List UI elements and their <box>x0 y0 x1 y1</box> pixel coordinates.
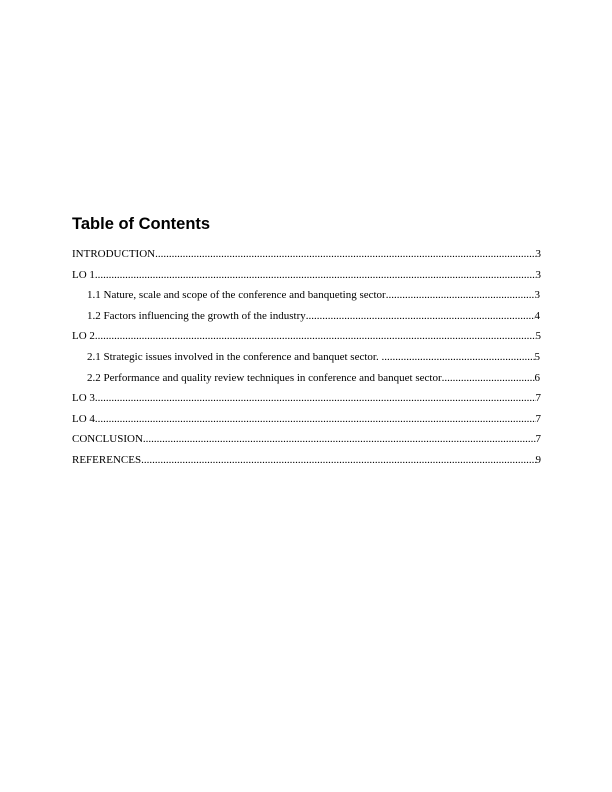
toc-entry-label: 1.1 Nature, scale and scope of the conference and banqueting sector <box>87 289 386 302</box>
toc-entry-label: INTRODUCTION <box>72 248 156 260</box>
toc-entry-page-number: 5 <box>534 350 540 363</box>
toc-entry-page-number: 4 <box>534 309 540 322</box>
toc-entry-1-1[interactable] <box>72 289 540 310</box>
toc-entry-2-1[interactable] <box>72 351 540 372</box>
dot-leader <box>143 433 536 445</box>
toc-entry-label: LO 1 <box>72 268 95 281</box>
dot-leader <box>386 289 535 301</box>
toc-entry-conclusion[interactable] <box>72 433 541 454</box>
toc-entry-label: 2.1 Strategic issues involved in the conference and banquet sector. <box>87 350 382 363</box>
toc-entry-label: LO 3 <box>72 392 95 405</box>
dot-leader <box>155 248 535 260</box>
toc-entry-label: REFERENCES <box>72 453 142 466</box>
toc-entry-lo4[interactable] <box>72 413 541 434</box>
toc-entry-introduction[interactable] <box>72 248 541 269</box>
dot-leader <box>141 454 535 466</box>
toc-entry-label: LO 2 <box>72 330 95 343</box>
toc-title: Table of Contents <box>72 215 211 233</box>
toc-entry-label: CONCLUSION <box>72 433 143 446</box>
toc-entry-label: 2.2 Performance and quality review techniques in conference and banquet sector <box>87 371 442 384</box>
toc-entry-page-number: 7 <box>535 412 541 425</box>
toc-entry-page-number: 5 <box>535 330 541 343</box>
toc-entry-label: LO 4 <box>72 412 95 425</box>
toc-entry-label: 1.2 Factors influencing the growth of the industry <box>87 309 306 322</box>
dot-leader <box>95 413 536 425</box>
toc-entry-page-number: 3 <box>535 248 541 260</box>
toc-entry-1-2[interactable] <box>72 310 540 331</box>
toc-entry-lo1[interactable] <box>72 269 541 290</box>
table-of-contents <box>72 213 541 475</box>
dot-leader <box>381 351 534 363</box>
toc-entry-lo3[interactable] <box>72 392 541 413</box>
dot-leader <box>95 269 536 281</box>
toc-entry-page-number: 6 <box>534 371 540 384</box>
toc-entry-page-number: 3 <box>535 268 541 281</box>
toc-entry-2-2[interactable] <box>72 372 540 393</box>
toc-entry-page-number: 3 <box>534 289 540 302</box>
toc-entry-page-number: 7 <box>535 433 541 446</box>
dot-leader <box>95 330 536 342</box>
toc-entry-page-number: 7 <box>535 392 541 405</box>
toc-list <box>72 248 541 475</box>
dot-leader <box>306 310 535 322</box>
toc-entry-page-number: 9 <box>535 453 541 466</box>
dot-leader <box>442 372 535 384</box>
toc-entry-references[interactable] <box>72 454 541 475</box>
dot-leader <box>95 392 536 404</box>
toc-entry-lo2[interactable] <box>72 330 541 351</box>
